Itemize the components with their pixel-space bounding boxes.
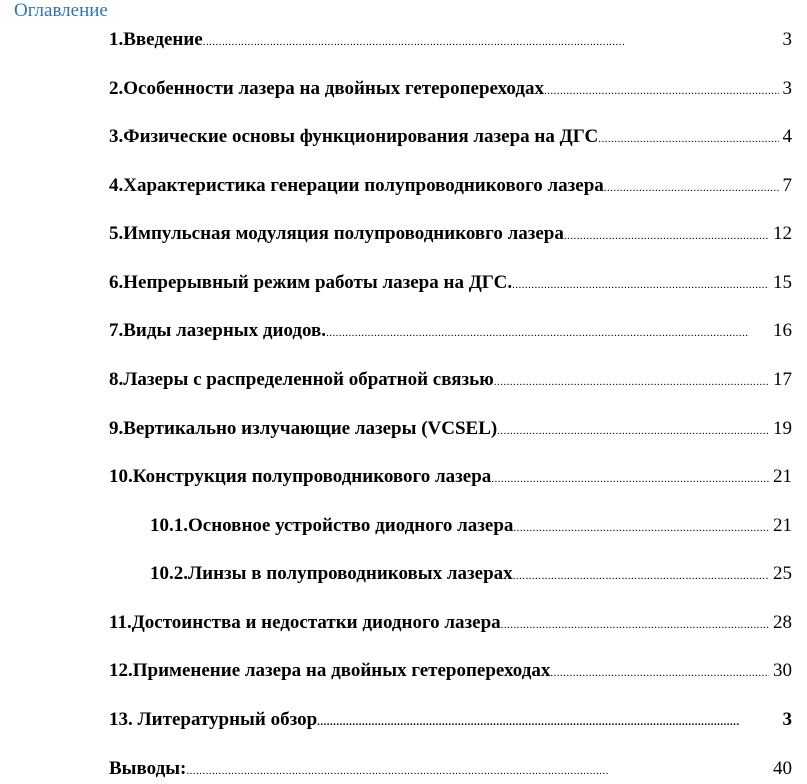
toc-leader-dots [598,124,778,152]
toc-entry-basic-device[interactable] [150,513,792,539]
toc-leader-dots [491,464,769,492]
toc-entry-continuous-mode[interactable] [109,270,792,296]
toc-leader-dots [550,658,769,686]
toc-entry-title: 11.Достоинства и недостатки диодного лазера [109,612,501,633]
toc-entry-dfb-lasers[interactable] [109,367,792,393]
toc-entry-page: 25 [773,563,792,584]
toc-entry-introduction[interactable] [109,27,792,53]
toc-leader-dots [326,318,769,346]
toc-entry-title: 12.Применение лазера на двойных гетеропереходах [109,660,551,681]
toc-entry-title: 8.Лазеры с распределенной обратной связью [109,369,494,390]
toc-entry-title: 9.Вертикально излучающие лазеры (VCSEL) [109,418,498,439]
toc-entry-page: 28 [773,612,792,633]
toc-entry-page: 17 [773,369,792,390]
toc-entry-dh-features[interactable] [109,76,792,102]
toc-entry-title: 6.Непрерывный режим работы лазера на ДГС. [109,272,513,293]
toc-entry-physical-basis[interactable] [109,124,792,150]
toc-leader-dots [317,707,778,735]
toc-leader-dots [604,173,779,201]
toc-entry-title: 4.Характеристика генерации полупроводникового лазера [109,175,604,196]
toc-leader-dots [564,221,769,249]
toc-entry-page: 16 [773,320,792,341]
toc-entry-title: 10.2.Линзы в полупроводниковых лазерах [150,563,513,584]
toc-entry-page: 3 [782,709,792,730]
toc-entry-title: 5.Импульсная модуляция полупроводниковго лазера [109,223,564,244]
toc-entry-page: 3 [782,78,792,99]
toc-entry-construction[interactable] [109,464,792,490]
toc-leader-dots [494,367,769,395]
toc-entry-vcsel[interactable] [109,416,792,442]
toc-entry-lenses[interactable] [150,561,792,587]
toc-entry-diode-types[interactable] [109,318,792,344]
toc-entry-title: 1.Введение [109,29,203,50]
toc-leader-dots [513,561,769,589]
toc-leader-dots [203,27,779,55]
toc-leader-dots [497,416,769,444]
toc-entry-page: 30 [773,660,792,681]
toc-entry-title: 13. Литературный обзор [109,709,318,730]
toc-heading: Оглавление [14,0,108,21]
toc-entry-applications[interactable] [109,658,792,684]
toc-entry-pros-cons[interactable] [109,610,792,636]
toc-leader-dots [501,610,769,638]
toc-entry-page: 4 [782,126,792,147]
toc-entry-title: 10.1.Основное устройство диодного лазера [150,515,514,536]
toc-leader-dots [512,270,769,298]
toc-entry-title: 10.Конструкция полупроводникового лазера [109,466,492,487]
toc-entry-page: 40 [773,758,792,779]
toc-entry-page: 21 [773,515,792,536]
toc-leader-dots [186,756,769,784]
toc-entry-title: 2.Особенности лазера на двойных гетеропереходах [109,78,544,99]
toc-entry-pulse-modulation[interactable] [109,221,792,247]
toc-entry-page: 15 [773,272,792,293]
toc-entry-title: 7.Виды лазерных диодов. [109,320,327,341]
toc-entry-page: 21 [773,466,792,487]
toc-entry-conclusions[interactable] [109,756,792,782]
toc-entry-page: 3 [782,29,792,50]
toc-leader-dots [544,76,779,104]
toc-leader-dots [513,513,769,541]
toc-entry-title: 3.Физические основы функционирования лазера на ДГС [109,126,599,147]
toc-entry-page: 19 [773,418,792,439]
toc-entry-generation[interactable] [109,173,792,199]
toc-entry-page: 12 [773,223,792,244]
toc-entry-title: Выводы: [109,758,187,779]
toc-entry-literature-review[interactable] [109,707,792,733]
toc-entry-page: 7 [782,175,792,196]
